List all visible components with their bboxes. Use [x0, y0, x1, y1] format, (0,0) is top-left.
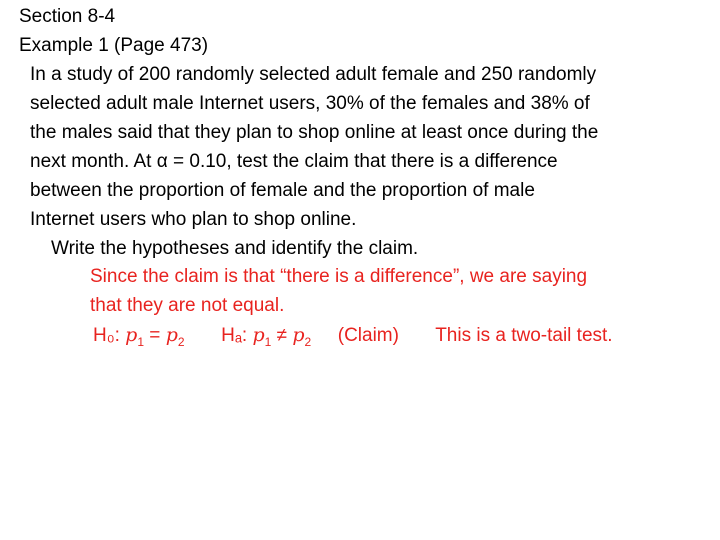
problem-line: the males said that they plan to shop online at least once during the: [30, 122, 599, 143]
hypotheses-row: [93, 324, 613, 349]
h0-lhs: p: [125, 324, 138, 346]
problem-line: selected adult male Internet users, 30% of the females and 38% of: [30, 93, 590, 114]
answer-line: Since the claim is that “there is a difference”, we are saying: [90, 266, 588, 287]
ha-label: Hₐ:: [221, 325, 248, 346]
ha-lhs: p: [252, 324, 265, 346]
alt-hypothesis: [221, 324, 316, 349]
instruction: Write the hypotheses and identify the claim.: [51, 238, 419, 259]
h0-rhs: p: [165, 324, 178, 346]
problem-line: between the proportion of female and the proportion of male: [30, 180, 535, 201]
ha-rhs-sub: 2: [304, 334, 312, 349]
ha-operator: ≠: [271, 325, 293, 346]
h0-rhs-sub: 2: [177, 334, 185, 349]
problem-line: In a study of 200 randomly selected adult female and 250 randomly: [30, 64, 597, 85]
problem-line: next month. At α = 0.10, test the claim that there is a difference: [30, 151, 558, 172]
section-title: Section 8-4: [19, 6, 116, 27]
ha-lhs-sub: 1: [264, 334, 272, 349]
h0-label: H₀:: [93, 325, 120, 346]
claim-tag: (Claim): [337, 325, 399, 346]
answer-line: that they are not equal.: [90, 295, 285, 316]
test-note: This is a two-tail test.: [435, 325, 613, 346]
h0-lhs-sub: 1: [137, 334, 145, 349]
h0-operator: =: [144, 325, 166, 346]
example-title: Example 1 (Page 473): [19, 35, 209, 56]
ha-rhs: p: [292, 324, 305, 346]
problem-line: Internet users who plan to shop online.: [30, 209, 357, 230]
null-hypothesis: [93, 324, 190, 349]
